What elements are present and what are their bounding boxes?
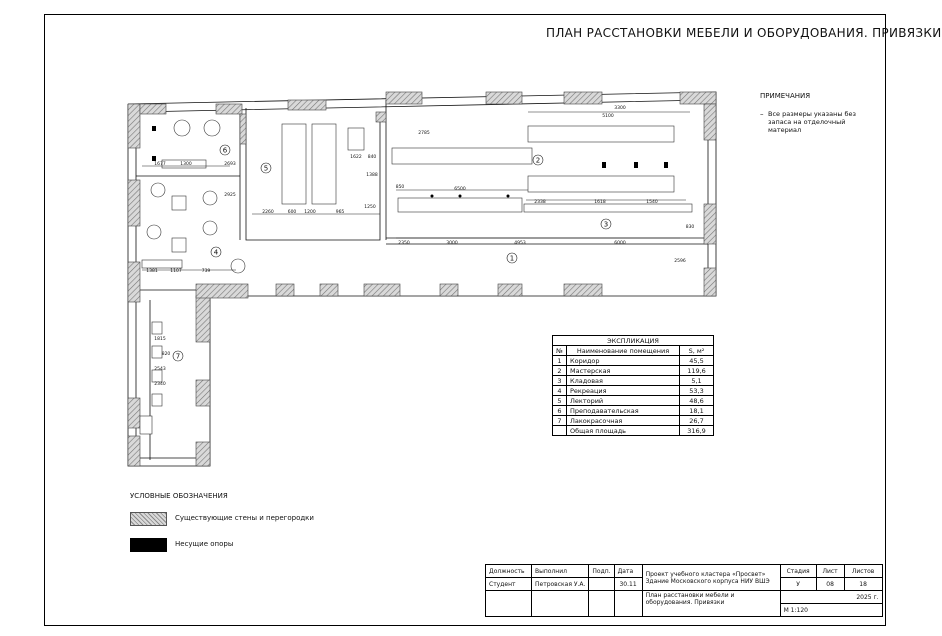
stamp-empty — [486, 591, 532, 617]
dim-label: 1540 — [646, 200, 658, 205]
title-block — [485, 564, 883, 617]
dim-label: 830 — [685, 225, 695, 230]
stamp-h-position: Должность — [486, 565, 532, 578]
col-area-header: S, м² — [680, 346, 714, 356]
dim-label: 965 — [335, 210, 345, 215]
stamp-sheet: 08 — [816, 578, 844, 591]
row-area: 26,7 — [680, 416, 714, 426]
dim-label: 1107 — [170, 269, 182, 274]
legend-wall-label: Существующие стены и перегородки — [175, 514, 314, 522]
dim-label: 2350 — [398, 241, 410, 246]
dim-label: 6000 — [614, 241, 626, 246]
table-row — [553, 396, 714, 406]
room-number-2: 2 — [535, 156, 541, 165]
dim-label: 600 — [287, 210, 297, 215]
dim-label: 2543 — [154, 367, 166, 372]
row-number: 5 — [553, 396, 567, 406]
row-number: 2 — [553, 366, 567, 376]
dim-label: 2338 — [534, 200, 546, 205]
col-number-header: № — [553, 346, 567, 356]
dim-label: 2260 — [262, 210, 274, 215]
table-row — [553, 356, 714, 366]
lecture-desks — [282, 124, 364, 204]
stamp-sheet-title: План расстановки мебели и оборудования. Привязки — [642, 591, 780, 617]
dim-label: 4953 — [514, 241, 526, 246]
row-number: 3 — [553, 376, 567, 386]
dim-label: 2785 — [418, 131, 430, 136]
dim-label: 840 — [367, 155, 377, 160]
total-blank — [553, 426, 567, 436]
room-number-1: 1 — [509, 254, 515, 263]
row-number: 7 — [553, 416, 567, 426]
table-row — [553, 386, 714, 396]
stamp-empty — [589, 591, 614, 617]
dim-label: 1618 — [594, 200, 606, 205]
stamp-h-sign: Подп. — [589, 565, 614, 578]
dim-label: 3300 — [614, 106, 626, 111]
stamp-date: 30.11 — [614, 578, 642, 591]
stamp-scale: М 1:120 — [780, 604, 882, 617]
notes-heading: ПРИМЕЧАНИЯ — [760, 92, 811, 100]
stamp-empty — [614, 591, 642, 617]
legend-wall-swatch — [130, 512, 167, 526]
row-name: Преподавательская — [567, 406, 680, 416]
row-name: Коридор — [567, 356, 680, 366]
dim-label: 1622 — [350, 155, 362, 160]
legend-support-label: Несущие опоры — [175, 540, 234, 548]
row-area: 5,1 — [680, 376, 714, 386]
legend-heading: УСЛОВНЫЕ ОБОЗНАЧЕНИЯ — [130, 492, 228, 500]
stamp-project: Проект учебного кластера «Просвет» Здание Московского корпуса НИУ ВШЭ — [642, 565, 780, 591]
explication-table — [552, 335, 714, 436]
row-name: Кладовая — [567, 376, 680, 386]
legend-support-swatch — [130, 538, 167, 552]
dim-label: 2596 — [674, 259, 686, 264]
notes-bullet: – — [760, 110, 764, 118]
stamp-year: 2025 г. — [780, 591, 882, 604]
stamp-performer: Петровская У.А. — [532, 578, 589, 591]
dim-label: 1200 — [304, 210, 316, 215]
row-number: 4 — [553, 386, 567, 396]
dim-label: 1381 — [146, 269, 158, 274]
stamp-sheets: 18 — [844, 578, 882, 591]
room-number-7: 7 — [175, 352, 181, 361]
dim-label: 1300 — [180, 162, 192, 167]
room-number-3: 3 — [603, 220, 609, 229]
dim-label: 1388 — [366, 173, 378, 178]
table-row — [553, 416, 714, 426]
row-name: Лакокрасочная — [567, 416, 680, 426]
stamp-h-sheet: Лист — [816, 565, 844, 578]
row-name: Лекторий — [567, 396, 680, 406]
row-area: 45,5 — [680, 356, 714, 366]
stamp-h-date: Дата — [614, 565, 642, 578]
stamp-sign — [589, 578, 614, 591]
explication-header: ЭКСПЛИКАЦИЯ — [553, 336, 714, 346]
dim-label: 850 — [395, 185, 405, 190]
dim-label: 1815 — [154, 337, 166, 342]
col-name-header: Наименование помещения — [567, 346, 680, 356]
total-label: Общая площадь — [567, 426, 680, 436]
stamp-empty — [532, 591, 589, 617]
dim-label: 820 — [161, 352, 171, 357]
stamp-h-sheets: Листов — [844, 565, 882, 578]
table-row — [553, 406, 714, 416]
total-row — [553, 426, 714, 436]
room-number-4: 4 — [213, 248, 219, 257]
drawing-title: ПЛАН РАССТАНОВКИ МЕБЕЛИ И ОБОРУДОВАНИЯ. ПРИВЯЗКИ — [546, 26, 942, 40]
stamp-position: Студент — [486, 578, 532, 591]
stamp-h-stage: Стадия — [780, 565, 816, 578]
dim-label: 1250 — [364, 205, 376, 210]
row-area: 119,6 — [680, 366, 714, 376]
total-value: 316,9 — [680, 426, 714, 436]
row-name: Мастерская — [567, 366, 680, 376]
dim-label: 2925 — [224, 193, 236, 198]
row-number: 1 — [553, 356, 567, 366]
table-row — [553, 376, 714, 386]
row-area: 48,6 — [680, 396, 714, 406]
dim-label: 2340 — [154, 382, 166, 387]
room-number-5: 5 — [263, 164, 269, 173]
row-name: Рекреация — [567, 386, 680, 396]
row-number: 6 — [553, 406, 567, 416]
row-area: 53,3 — [680, 386, 714, 396]
notes-text: Все размеры указаны без запаса на отделочный материал — [768, 110, 856, 134]
stamp-h-performer: Выполнил — [532, 565, 589, 578]
stamp-stage: У — [780, 578, 816, 591]
dim-label: 1677 — [154, 162, 166, 167]
dim-label: 6500 — [454, 187, 466, 192]
table-row — [553, 366, 714, 376]
dim-label: 739 — [201, 269, 211, 274]
dim-label: 5100 — [602, 114, 614, 119]
dim-label: 3000 — [446, 241, 458, 246]
room-number-6: 6 — [222, 146, 228, 155]
row-area: 18,1 — [680, 406, 714, 416]
dim-label: 2693 — [224, 162, 236, 167]
